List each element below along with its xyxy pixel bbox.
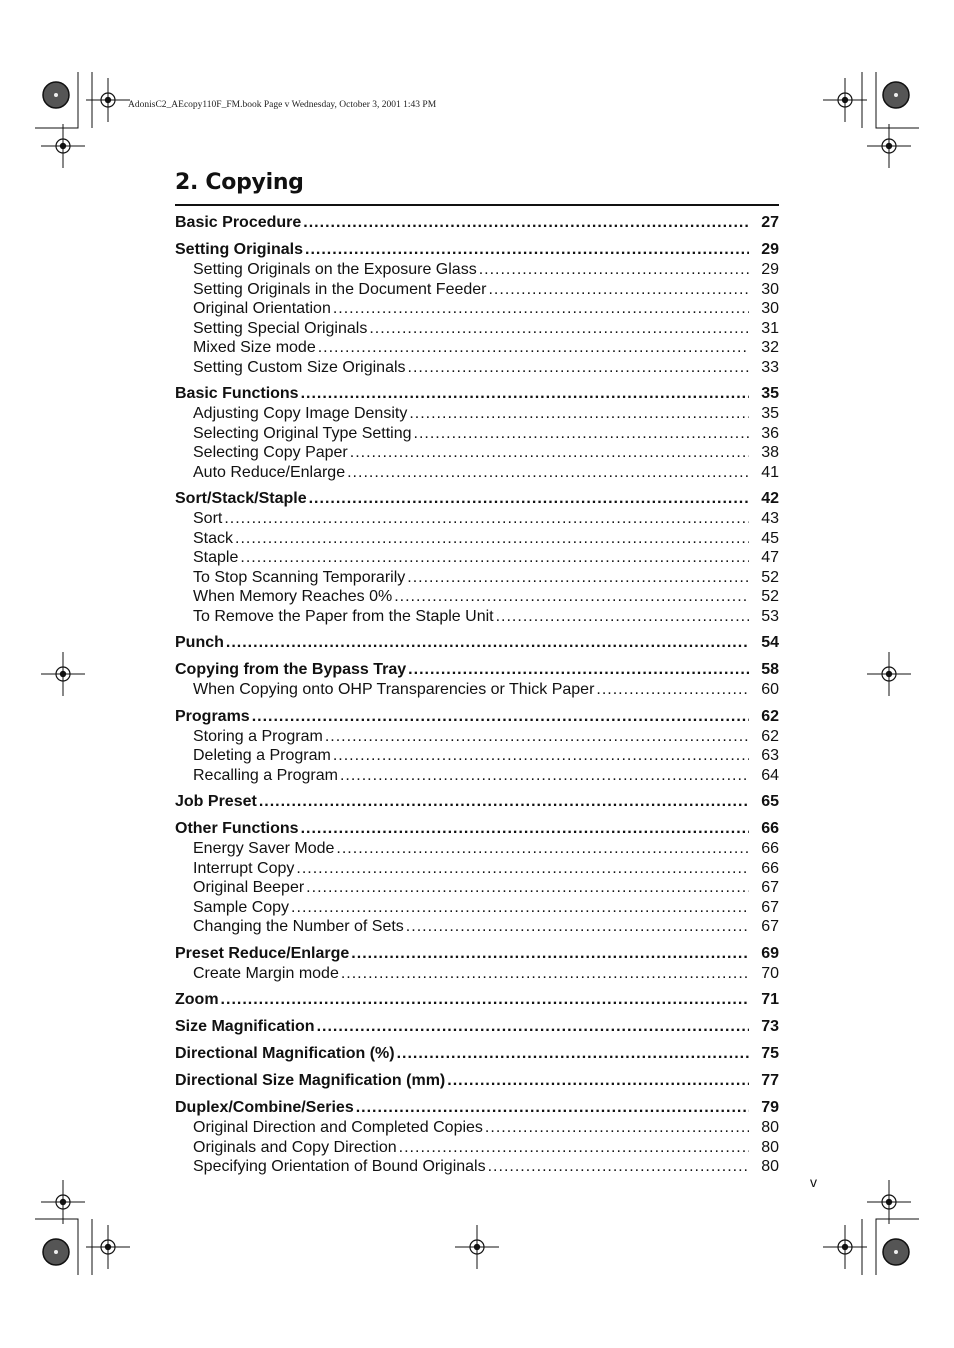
toc-subsection-link[interactable] <box>175 727 779 747</box>
toc-page-number: 64 <box>761 766 779 784</box>
toc-subsection-link[interactable] <box>175 443 779 463</box>
toc-page-number: 35 <box>761 385 779 402</box>
toc-page-number: 30 <box>761 280 779 298</box>
toc-entry-label: When Copying onto OHP Transparencies or Thick Paper <box>193 681 595 698</box>
toc-page-number: 67 <box>761 918 779 935</box>
registration-mark-icon <box>41 124 85 168</box>
dot-leader <box>291 898 749 918</box>
toc-entry-label: Specifying Orientation of Bound Originals <box>193 1158 486 1175</box>
dot-leader <box>240 548 749 568</box>
dot-leader <box>235 529 749 549</box>
toc-page-number: 41 <box>761 463 779 481</box>
toc-entry-label: Basic Procedure <box>175 214 302 231</box>
dot-leader <box>351 944 749 964</box>
dot-leader <box>350 443 749 463</box>
toc-section-link[interactable] <box>175 660 779 680</box>
toc-page-number: 52 <box>761 568 779 586</box>
toc-subsection-link[interactable] <box>175 917 779 937</box>
toc-page-number: 38 <box>761 444 779 461</box>
toc-entry-label: Directional Magnification (%) <box>175 1045 395 1062</box>
toc-entry-label: Auto Reduce/Enlarge <box>193 463 346 481</box>
toc-subsection-link[interactable] <box>175 463 779 483</box>
toc-subsection-link[interactable] <box>175 568 779 588</box>
dot-leader <box>221 990 749 1010</box>
toc-page-number: 66 <box>761 820 779 837</box>
dot-leader <box>226 633 749 653</box>
toc-page-number: 36 <box>761 424 779 442</box>
toc-entry-label: Programs <box>175 707 250 725</box>
dot-leader <box>414 424 750 444</box>
sunburst-mark-icon <box>883 82 909 108</box>
toc-section-link[interactable] <box>175 1044 779 1064</box>
toc-entry-label: Job Preset <box>175 793 257 810</box>
registration-mark-icon <box>867 124 911 168</box>
toc-entry-label: Preset Reduce/Enlarge <box>175 944 350 962</box>
toc-subsection-link[interactable] <box>175 1138 779 1158</box>
toc-page-number: 35 <box>761 405 779 422</box>
dot-leader <box>336 839 749 859</box>
dot-leader <box>333 746 749 766</box>
toc-page-number: 33 <box>761 358 779 376</box>
toc-entry-label: Sample Copy <box>193 898 290 916</box>
toc-entry-label: Changing the Number of Sets <box>193 918 404 935</box>
dot-leader <box>333 299 749 319</box>
toc-page-number: 52 <box>761 588 779 605</box>
toc-entry-label: Sort <box>193 510 223 527</box>
dot-leader <box>488 280 749 300</box>
dot-leader <box>485 1118 749 1138</box>
toc-subsection-link[interactable] <box>175 509 779 529</box>
dot-leader <box>488 1157 749 1177</box>
toc-page-number: 43 <box>761 510 779 527</box>
toc-page-number: 79 <box>761 1099 779 1116</box>
toc-entry-label: Original Orientation <box>193 300 331 317</box>
toc-entry-label: Staple <box>193 549 239 566</box>
toc-subsection-link[interactable] <box>175 607 779 627</box>
toc-page-number: 63 <box>761 747 779 764</box>
toc-entry-label: Create Margin mode <box>193 964 339 982</box>
toc-page-number: 29 <box>761 241 779 258</box>
print-header: AdonisC2_AEcopy110F_FM.book Page v Wednesday, October 3, 2001 1:43 PM <box>128 100 437 110</box>
dot-leader <box>596 680 749 700</box>
toc-page-number: 67 <box>761 879 779 896</box>
toc-subsection-link[interactable] <box>175 260 779 280</box>
dot-leader <box>408 358 749 378</box>
toc-section-link[interactable] <box>175 633 779 653</box>
title-divider <box>175 204 779 206</box>
dot-leader <box>356 1098 749 1118</box>
registration-mark-icon <box>41 1180 85 1224</box>
toc-section-link[interactable] <box>175 707 779 727</box>
dot-leader <box>259 792 749 812</box>
dot-leader <box>394 587 749 607</box>
dot-leader <box>409 404 749 424</box>
toc-subsection-link[interactable] <box>175 898 779 918</box>
dot-leader <box>301 819 749 839</box>
dot-leader <box>406 917 749 937</box>
toc-entry-label: Energy Saver Mode <box>193 840 335 857</box>
toc-page-number: 30 <box>761 300 779 317</box>
toc-entry-label: Other Functions <box>175 820 299 837</box>
toc-entry-label: Setting Special Originals <box>193 319 368 337</box>
toc-subsection-link[interactable] <box>175 587 779 607</box>
toc-entry-label: Stack <box>193 529 234 547</box>
toc-page-number: 27 <box>761 214 779 231</box>
page-number: v <box>810 1174 817 1190</box>
toc-entry-label: Recalling a Program <box>193 766 338 784</box>
toc-entry-label: When Memory Reaches 0% <box>193 588 393 605</box>
toc-section-link[interactable] <box>175 1017 779 1037</box>
toc-entry-label: Size Magnification <box>175 1018 315 1035</box>
toc-entry-label: Sort/Stack/Staple <box>175 490 307 507</box>
toc-entry-label: Deleting a Program <box>193 747 331 764</box>
toc-page-number: 77 <box>761 1072 779 1089</box>
toc-subsection-link[interactable] <box>175 548 779 568</box>
toc-entry-label: Original Beeper <box>193 879 305 896</box>
dot-leader <box>306 878 749 898</box>
toc-entry-label: Selecting Copy Paper <box>193 444 348 461</box>
toc-page-number: 54 <box>761 634 779 651</box>
registration-mark-icon <box>41 652 85 696</box>
toc-page-number: 62 <box>761 727 779 745</box>
toc-page-number: 80 <box>761 1158 779 1175</box>
toc-page-number: 60 <box>761 681 779 698</box>
dot-leader <box>341 964 749 984</box>
toc-entry-label: Setting Originals on the Exposure Glass <box>193 261 477 278</box>
dot-leader <box>479 260 749 280</box>
dot-leader <box>340 766 749 786</box>
dot-leader <box>369 319 749 339</box>
dot-leader <box>252 707 749 727</box>
toc-entry-label: Punch <box>175 634 224 651</box>
toc-section-link[interactable] <box>175 944 779 964</box>
toc-section-link[interactable] <box>175 240 779 260</box>
toc-subsection-link[interactable] <box>175 319 779 339</box>
toc-entry-label: Originals and Copy Direction <box>193 1138 397 1156</box>
toc-section-link[interactable] <box>175 213 779 233</box>
toc-subsection-link[interactable] <box>175 529 779 549</box>
toc-subsection-link[interactable] <box>175 404 779 424</box>
toc-entry-label: Adjusting Copy Image Density <box>193 405 408 422</box>
toc-section-link[interactable] <box>175 384 779 404</box>
toc-entry-label: Storing a Program <box>193 727 323 745</box>
chapter-title: 2. Copying <box>175 170 304 195</box>
sunburst-mark-icon <box>43 1239 69 1265</box>
toc-subsection-link[interactable] <box>175 878 779 898</box>
dot-leader <box>318 338 749 358</box>
dot-leader <box>296 859 749 879</box>
toc-page-number: 31 <box>761 319 779 337</box>
toc-subsection-link[interactable] <box>175 1118 779 1138</box>
toc-entry-label: Setting Custom Size Originals <box>193 358 406 376</box>
toc-page-number: 80 <box>761 1138 779 1156</box>
toc-entry-label: Selecting Original Type Setting <box>193 424 412 442</box>
registration-mark-icon <box>867 652 911 696</box>
sunburst-mark-icon <box>43 82 69 108</box>
dot-leader <box>447 1071 749 1091</box>
dot-leader <box>399 1138 749 1158</box>
dot-leader <box>317 1017 749 1037</box>
dot-leader <box>397 1044 749 1064</box>
toc-section-link[interactable] <box>175 489 779 509</box>
toc-subsection-link[interactable] <box>175 299 779 319</box>
toc-page-number: 53 <box>761 607 779 625</box>
sunburst-mark-icon <box>883 1239 909 1265</box>
toc-section-link[interactable] <box>175 1071 779 1091</box>
registration-mark-icon <box>867 1180 911 1224</box>
toc-page-number: 80 <box>761 1119 779 1136</box>
toc-page-number: 58 <box>761 661 779 678</box>
dot-leader <box>407 568 749 588</box>
toc-entry-label: Original Direction and Completed Copies <box>193 1119 483 1136</box>
registration-mark-icon <box>455 1225 499 1269</box>
toc-page-number: 73 <box>761 1018 779 1035</box>
registration-mark-icon <box>823 78 867 122</box>
toc-entry-label: Zoom <box>175 991 219 1008</box>
toc-subsection-link[interactable] <box>175 680 779 700</box>
toc-entry-label: Basic Functions <box>175 385 299 402</box>
toc-subsection-link[interactable] <box>175 859 779 879</box>
toc-page-number: 65 <box>761 793 779 810</box>
toc-section-link[interactable] <box>175 819 779 839</box>
toc-entry-label: Directional Size Magnification (mm) <box>175 1072 446 1089</box>
toc-entry-label: Interrupt Copy <box>193 859 295 877</box>
toc-page-number: 66 <box>761 840 779 857</box>
toc-subsection-link[interactable] <box>175 424 779 444</box>
toc-page-number: 69 <box>761 944 779 962</box>
toc-page-number: 70 <box>761 964 779 982</box>
dot-leader <box>301 384 749 404</box>
registration-mark-icon <box>86 78 130 122</box>
toc-entry-label: Duplex/Combine/Series <box>175 1099 354 1116</box>
dot-leader <box>496 607 749 627</box>
toc-page-number: 71 <box>761 991 779 1008</box>
toc-page-number: 67 <box>761 898 779 916</box>
toc-section-link[interactable] <box>175 990 779 1010</box>
toc-page-number: 29 <box>761 261 779 278</box>
toc-page-number: 47 <box>761 549 779 566</box>
toc-entry-label: To Remove the Paper from the Staple Unit <box>193 607 494 625</box>
dot-leader <box>325 727 749 747</box>
dot-leader <box>347 463 749 483</box>
toc-entry-label: Setting Originals <box>175 241 304 258</box>
toc-page-number: 75 <box>761 1045 779 1062</box>
dot-leader <box>303 213 749 233</box>
toc-entry-label: Setting Originals in the Document Feeder <box>193 280 487 298</box>
dot-leader <box>305 240 749 260</box>
toc-page-number: 66 <box>761 859 779 877</box>
toc-page-number: 62 <box>761 707 779 725</box>
toc-subsection-link[interactable] <box>175 358 779 378</box>
toc-entry-label: Copying from the Bypass Tray <box>175 661 407 678</box>
toc-page-number: 42 <box>761 490 779 507</box>
registration-mark-icon <box>86 1225 130 1269</box>
toc-section-link[interactable] <box>175 1098 779 1118</box>
toc-section-link[interactable] <box>175 792 779 812</box>
table-of-contents <box>175 211 779 1177</box>
toc-page-number: 45 <box>761 529 779 547</box>
dot-leader <box>309 489 749 509</box>
toc-page-number: 32 <box>761 339 779 356</box>
toc-subsection-link[interactable] <box>175 280 779 300</box>
toc-subsection-link[interactable] <box>175 746 779 766</box>
toc-subsection-link[interactable] <box>175 964 779 984</box>
toc-entry-label: Mixed Size mode <box>193 339 316 356</box>
toc-subsection-link[interactable] <box>175 338 779 358</box>
toc-subsection-link[interactable] <box>175 766 779 786</box>
dot-leader <box>408 660 749 680</box>
toc-subsection-link[interactable] <box>175 839 779 859</box>
registration-mark-icon <box>823 1225 867 1269</box>
dot-leader <box>224 509 749 529</box>
toc-entry-label: To Stop Scanning Temporarily <box>193 568 406 586</box>
toc-subsection-link[interactable] <box>175 1157 779 1177</box>
